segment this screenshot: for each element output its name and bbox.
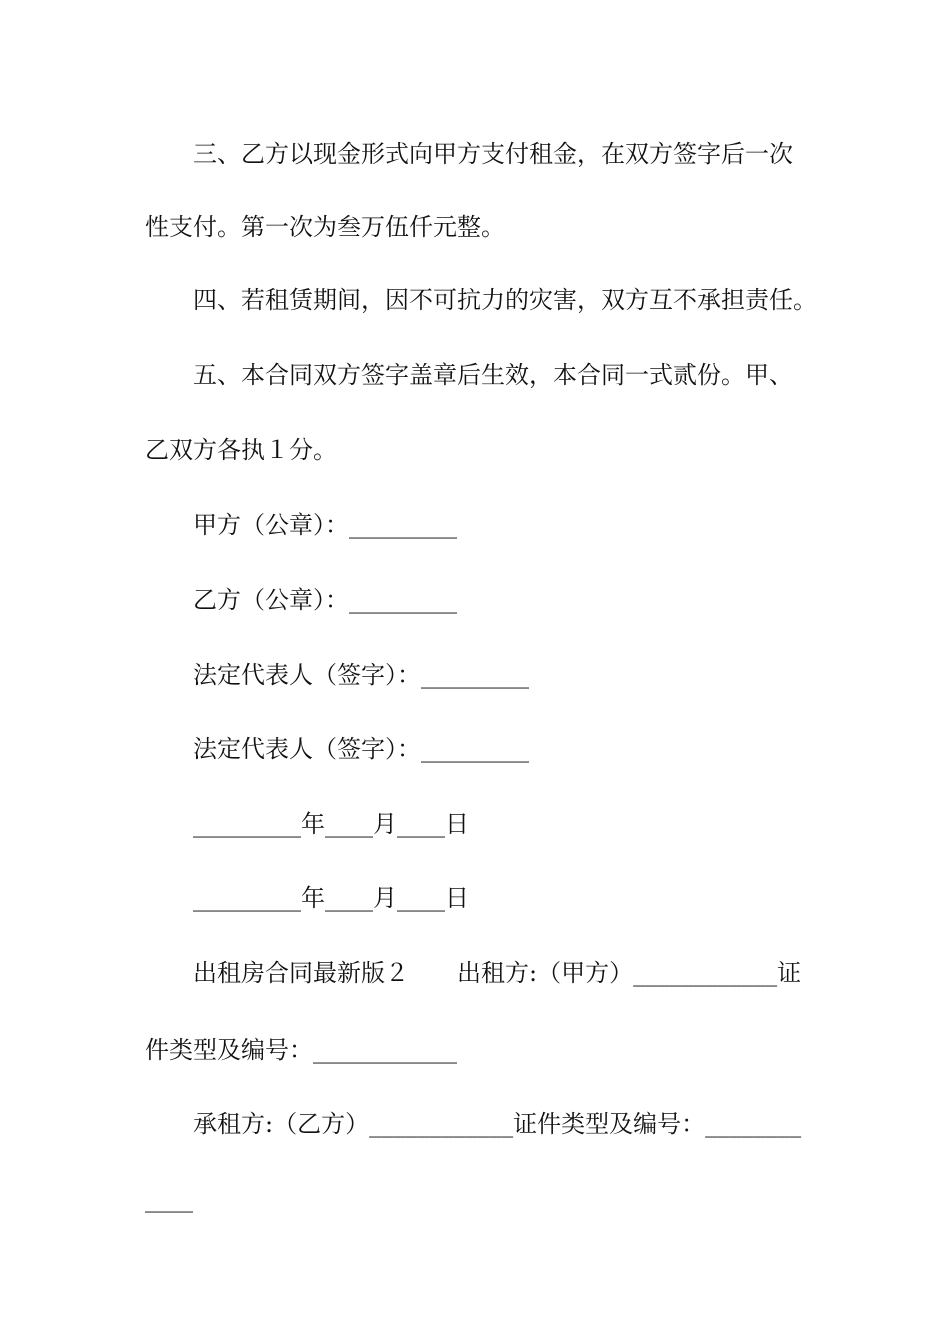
date-field-2: _________年____月____日 — [193, 884, 469, 912]
legal-representative-signature-1: 法定代表人（签字）：_________ — [193, 661, 529, 689]
party-a-seal-field: 甲方（公章）：_________ — [193, 511, 457, 539]
contract-2-lessor-id-line: 件类型及编号：____________ — [145, 1036, 457, 1064]
date-field-1: _________年____月____日 — [193, 810, 469, 838]
clause-4: 四、若租赁期间，因不可抗力的灾害，双方互不承担责任。 — [193, 286, 817, 314]
party-b-seal-field: 乙方（公章）：_________ — [193, 586, 457, 614]
clause-5-line-1: 五、本合同双方签字盖章后生效，本合同一式贰份。甲、 — [193, 361, 793, 389]
clause-3-line-1: 三、乙方以现金形式向甲方支付租金，在双方签字后一次 — [193, 140, 793, 168]
contract-2-lessor-line: 出租房合同最新版２ 出租方:（甲方）____________证 — [193, 959, 802, 987]
clause-5-line-2: 乙双方各执１分。 — [145, 436, 337, 464]
legal-representative-signature-2: 法定代表人（签字）：_________ — [193, 735, 529, 763]
contract-2-lessee-id-continuation: ____ — [145, 1185, 193, 1213]
clause-3-line-2: 性支付。第一次为叁万伍仟元整。 — [145, 213, 505, 241]
contract-2-lessee-line: 承租方:（乙方）____________证件类型及编号：________ — [193, 1110, 802, 1138]
